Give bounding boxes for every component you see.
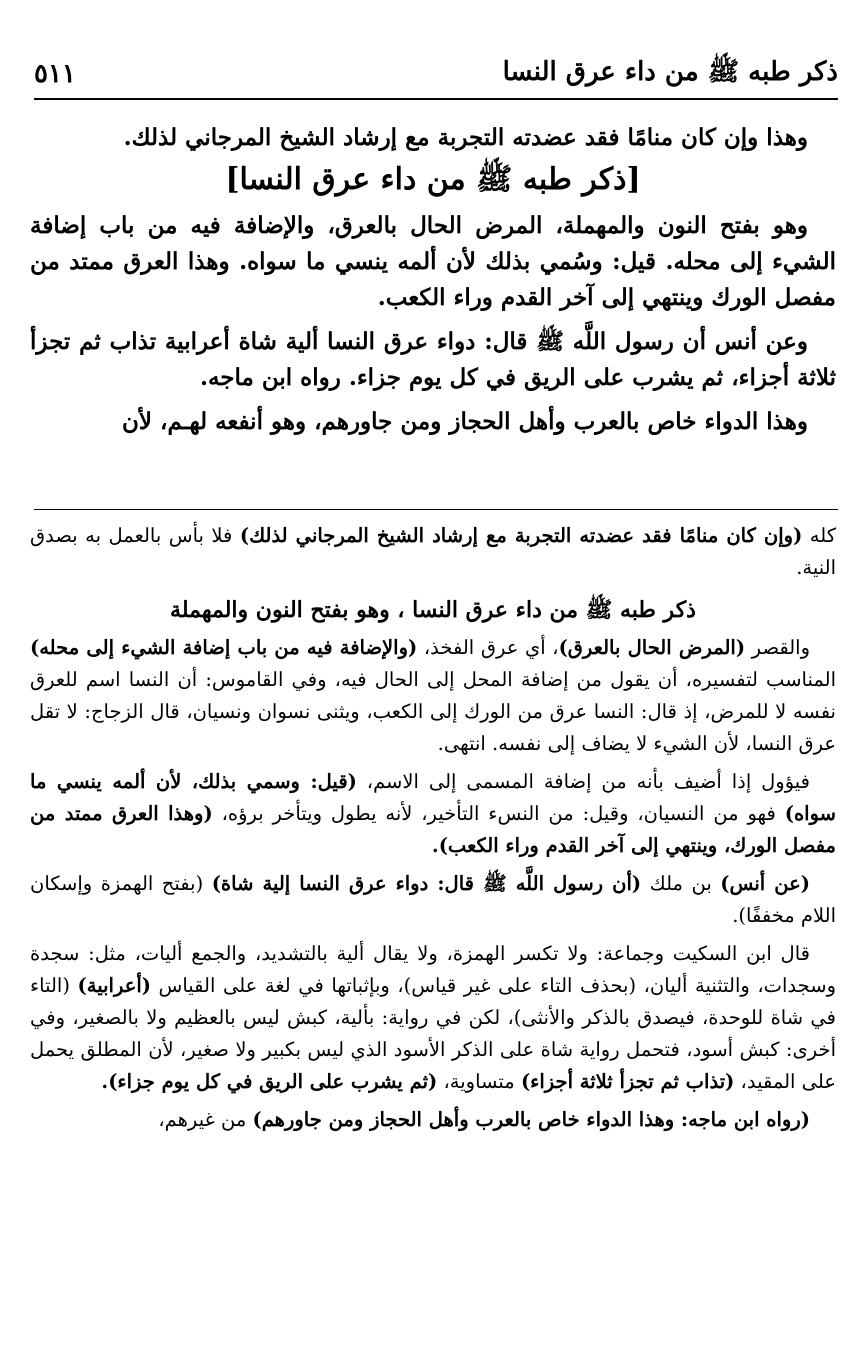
c4-quote-1: (عن أنس): [720, 872, 811, 895]
main-text: [30, 120, 836, 440]
c2-text-e: المناسب لتفسيره، أن يقول من إضافة المحل إلى الحال فيه، وفي القاموس: أن النسا اسم للعرق نفسه لا للمرض، إذ قال: النسا عرق من الورك إلى الكعب، ويثنى نسوان ونسيان، قال الزجاج: لا تقل عرق النسا، لأن الشيء لا يضاف إلى نفسه. انتهى.: [30, 668, 836, 755]
page-number: ٥١١: [34, 59, 76, 89]
commentary-paragraph-2: [30, 632, 836, 760]
c5-quote-1: (أعرابية): [77, 974, 151, 997]
c2-quote-1: (المرض الحال بالعرق): [558, 636, 746, 659]
running-title: ذكر طبه ﷺ من داء عرق النسا: [502, 57, 838, 87]
header-rule: [34, 98, 838, 100]
main-paragraph-1: وهذا وإن كان منامًا فقد عضدته التجربة مع إرشاد الشيخ المرجاني لذلك.: [123, 124, 808, 151]
c3-text-a: فيؤول إذا أضيف بأنه من إضافة المسمى إلى الاسم،: [356, 770, 811, 793]
c5-quote-3: (ثم يشرب على الريق في كل يوم جزاء).: [101, 1070, 438, 1093]
c2-text-a: والقصر: [745, 636, 810, 659]
c4-text-d: (بفتح الهمزة وإسكان اللام مخففًا).: [30, 872, 836, 927]
c1-quote: (وإن كان منامًا فقد عضدته التجربة مع إرشاد الشيخ المرجاني لذلك): [239, 524, 803, 547]
c4-text-b: بن ملك: [641, 872, 721, 895]
section-title: [ذكر طبه ﷺ من داء عرق النسا]: [225, 162, 641, 197]
commentary-paragraph-1: [30, 520, 836, 584]
c3-text-c: فهو من النسيان، وقيل: من النسء التأخير، لأنه يطول ويتأخر برؤه،: [212, 802, 785, 825]
main-paragraph-2: وهو بفتح النون والمهملة، المرض الحال بالعرق، والإضافة فيه من باب إضافة الشيء إلى محله. قيل: وسُمي بذلك لأن ألمه ينسي ما سواه. وهذا العرق ممتد من مفصل الورك وينتهي إلى آخر القدم وراء الكعب.: [30, 212, 836, 311]
c4-quote-2: (أن رسول اللَّه ﷺ قال: دواء عرق النسا إلية شاة): [211, 872, 642, 895]
commentary-paragraph-4: [30, 868, 836, 932]
c1-text-a: كله: [802, 524, 836, 547]
commentary-separator: [34, 509, 838, 510]
c6-text-b: من غيرهم،: [158, 1108, 253, 1131]
main-paragraph-4: وهذا الدواء خاص بالعرب وأهل الحجاز ومن جاورهم، وهو أنفعه لهـم، لأن: [122, 408, 808, 435]
c5-text-c: (التاء في شاة للوحدة، فيصدق بالذكر والأنثى)، لكن في رواية: بألية، كبش ليس بالعظيم ولا بالصغير، وفي أخرى: كبش أسود، فتحمل رواية شاة على الذكر الأسود الذي ليس بكبير ولا صغير، لأن المطلق يحمل على المقيد،: [30, 974, 836, 1093]
c6-quote: (رواه ابن ماجه: وهذا الدواء خاص بالعرب وأهل الحجاز ومن جاورهم): [252, 1108, 810, 1131]
commentary-paragraph-3: [30, 766, 836, 862]
c2-quote-2: (والإضافة فيه من باب إضافة الشيء إلى محله): [30, 636, 418, 659]
c1-text-c: فلا بأس بالعمل به بصدق النية.: [30, 524, 836, 579]
c5-quote-2: (تذاب ثم تجزأ ثلاثة أجزاء): [520, 1070, 735, 1093]
c5-text-a: قال ابن السكيت وجماعة: ولا تكسر الهمزة، ولا يقال ألية بالتشديد، والجمع أليات، مثل: سجدة وسجدات، والتثنية أليان، (بحذف التاء على غير قياس)، وبإثباتها في لغة على القياس: [30, 942, 836, 997]
commentary-subtitle: ذكر طبه ﷺ من داء عرق النسا ، وهو بفتح النون والمهملة: [170, 597, 696, 623]
c5-text-e: متساوية،: [437, 1070, 521, 1093]
c3-quote-1: (قيل: وسمي بذلك، لأن ألمه ينسي ما سواه): [30, 770, 836, 825]
commentary-paragraph-5: [30, 938, 836, 1098]
page-header: [34, 52, 838, 96]
commentary-paragraph-6: [30, 1104, 836, 1136]
commentary: [30, 520, 836, 1136]
main-paragraph-3: وعن أنس أن رسول اللَّه ﷺ قال: دواء عرق النسا ألية شاة أعرابية تذاب ثم تجزأ ثلاثة أجزاء، ثم يشرب على الريق في كل يوم جزاء. رواه ابن ماجه.: [30, 328, 836, 391]
c3-quote-2: (وهذا العرق ممتد من مفصل الورك، وينتهي إلى آخر القدم وراء الكعب).: [30, 802, 836, 857]
c2-text-c: ، أي عرق الفخذ،: [417, 636, 559, 659]
